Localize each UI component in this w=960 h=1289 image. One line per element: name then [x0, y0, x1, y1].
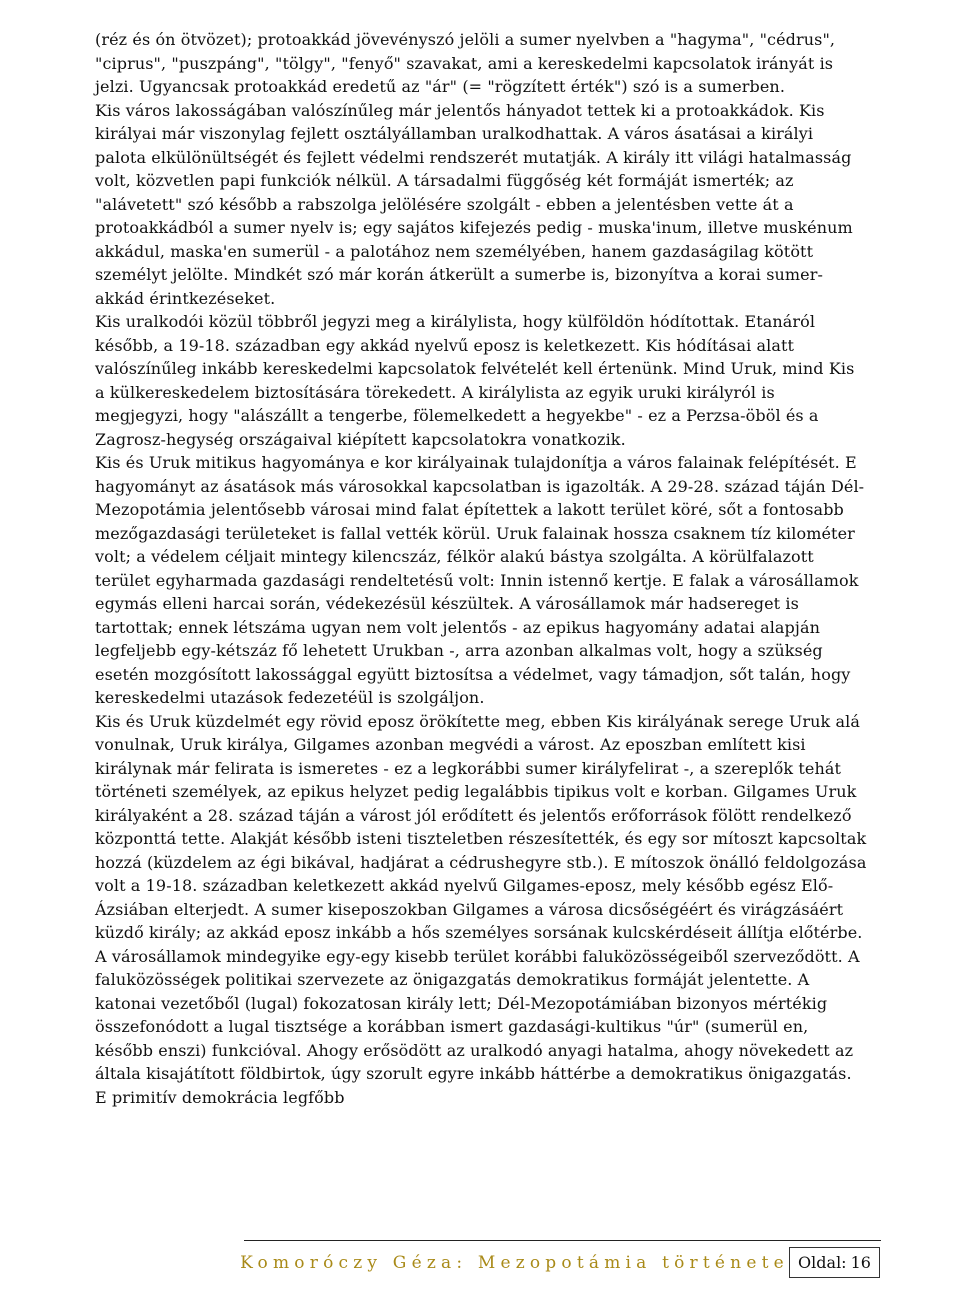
paragraph: (réz és ón ötvözet); protoakkád jövevényszó jelöli a sumer nyelvben a "hagyma", "cédrus", "ciprus", "puszpáng", "tölgy", "fenyő" szavakat, ami a kereskedelmi kapcsolatok irányát is jelzi. Ugyancsak protoakkád eredetű az "ár" (= "rögzített érték") szó is a sumerben. — [95, 30, 836, 96]
footer-divider — [244, 1240, 881, 1241]
page-number: 16 — [850, 1253, 871, 1272]
paragraph: Kis és Uruk küzdelmét egy rövid eposz örökítette meg, ebben Kis királyának serege Uruk alá vonulnak, Uruk királya, Gilgames azonban megvédi a várost. Az eposzban említett kisi királynak már felirata is ismeretes - ez a legkorábbi sumer királyfelirat -, a szereplők tehát történeti személyek, az epikus helyzet pedig legalábbis tipikus volt e korban. Gilgames Uruk királyaként a 28. század táján a várost jól erődített és jelentős erőforrások fölött rendelkező központtá tette. Alakját később isteni tiszteletben részesítették, és egy sor mítoszt kapcsoltak hozzá (küzdelem az égi bikával, hadjárat a cédrushegyre stb.). E mítoszok önálló feldolgozása volt a 19-18. században keletkezett akkád nyelvű Gilgames-eposz, mely később egész Elő-Ázsiában elterjedt. A sumer kiseposzokban Gilgames a városa dicsőségéért és virágzásáért küzdő király; az akkád eposz inkább a hős személyes sorsának kulcskérdéseit állítja előtérbe. — [95, 711, 867, 942]
paragraph: Kis és Uruk mitikus hagyománya e kor királyainak tulajdonítja a város falainak felépítését. E hagyományt az ásatások más városokkal kapcsolatban is igazolták. A 29-28. század táján Dél-Mezopotámia jelentősebb városai mind falat építettek a lakott terület köré, sőt a fontosabb mezőgazdasági területeket is fallal vették körül. Uruk falainak hossza csaknem tíz kilométer volt; a védelem céljait mintegy kilencszáz, félkör alakú bástya szolgálta. A körülfalazott terület egyharmada gazdasági rendeltetésű volt: Innin istennő kertje. E falak a városállamok egymás elleni harcai során, védekezésül készültek. A városállamok már hadsereget is tartottak; ennek létszáma ugyan nem volt jelentős - az epikus hagyomány adatai alapján legfeljebb egy-kétszáz fő lehetett Urukban -, arra azonban alkalmas volt, hogy a szükség esetén mozgósított lakossággal együtt biztosítsa a védelmet, vagy támadjon, sőt talán, hogy kereskedelmi utazások fedezetéül is szolgáljon. — [95, 453, 865, 707]
page-number-box — [789, 1247, 880, 1278]
paragraph: A városállamok mindegyike egy-egy kisebb terület korábbi faluközösségeiből szerveződött. A faluközösségek politikai szervezete az önigazgatás demokratikus formáját jelentette. A katonai vezetőből (lugal) fokozatosan király lett; Dél-Mezopotámiában bizonyos mértékig összefonódott a lugal tisztsége a korábban ismert gazdasági-kultikus "úr" (sumerül en, később enszi) funkcióval. Ahogy erősödött az uralkodó anyagi hatalma, ahogy növekedett az általa kisajátított földbirtok, úgy szorult egyre inkább háttérbe a demokratikus önigazgatás. E primitív demokrácia legfőbb — [95, 946, 860, 1107]
page-footer — [240, 1240, 881, 1284]
paragraph: Kis város lakosságában valószínűleg már jelentős hányadot tettek ki a protoakkádok. Kis királyai már viszonylag fejlett osztályállamban uralkodhattak. A város ásatásai a királyi palota elkülönültségét és fejlett védelmi rendszerét mutatják. A király itt világi hatalmasság volt, közvetlen papi funkciók nélkül. A társadalmi függőség két formáját ismerték; az "alávetett" szó később a rabszolga jelölésére szolgált - ebben a jelentésben vette át a protoakkádból a sumer nyelv is; egy sajátos kifejezés pedig - muska'inum, illetve muskénum akkádul, maska'en sumerül - a palotához nem személyében, hanem gazdaságilag kötött személyt jelölte. Mindkét szó már korán átkerült a sumerbe is, bizonyítva a korai sumer-akkád érintkezéseket. — [95, 100, 853, 308]
document-body — [95, 28, 867, 1109]
page-label: Oldal: — [798, 1253, 847, 1272]
paragraph: Kis uralkodói közül többről jegyzi meg a királylista, hogy külföldön hódítottak. Etanáról később, a 19-18. században egy akkád nyelvű eposz is keletkezett. Kis hódításai alatt valószínűleg inkább kereskedelmi kapcsolatok felvételét kell értenünk. Mind Uruk, mind Kis a külkereskedelem biztosítására törekedett. A királylista az egyik uruki királyról is megjegyzi, hogy "alászállt a tengerbe, fölemelkedett a hegyekbe" - ez a Perzsa-öböl és a Zagrosz-hegység országaival kiépített kapcsolatokra vonatkozik. — [95, 312, 855, 449]
footer-title-area — [240, 1247, 789, 1278]
book-title: Komoróczy Géza: Mezopotámia története — [240, 1252, 789, 1273]
